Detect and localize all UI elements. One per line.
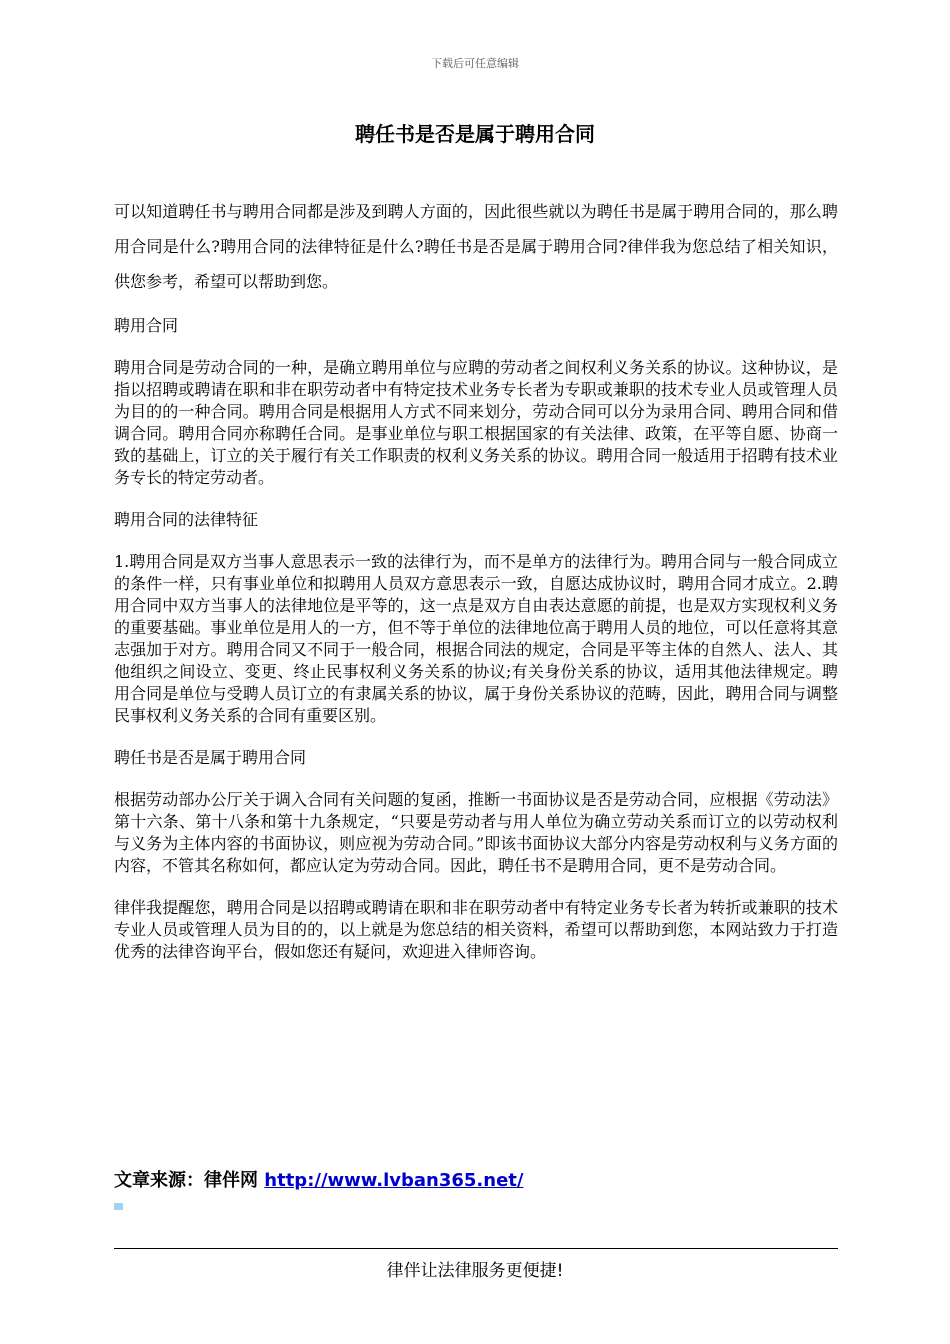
- footer-slogan: 律伴让法律服务更便捷!: [386, 1261, 564, 1281]
- closing-paragraph: 律伴我提醒您，聘用合同是以招聘或聘请在职和非在职劳动者中有特定业务专长者为转折或兼职的技术专业人员或管理人员为目的的，以上就是为您总结的相关资料，希望可以帮助到您，本网站致力于打造优秀的法律咨询平台，假如您还有疑问，欢迎进入律师咨询。: [114, 898, 838, 961]
- section-body-contract: 聘用合同是劳动合同的一种，是确立聘用单位与应聘的劳动者之间权利义务关系的协议。这种协议，是指以招聘或聘请在职和非在职劳动者中有特定技术业务专长者为专职或兼职的技术专业人员或管理人员为目的的一种合同。聘用合同是根据用人方式不同来划分，劳动合同可以分为录用合同、聘用合同和借调合同。聘用合同亦称聘任合同。是事业单位与职工根据国家的有关法律、政策，在平等自愿、协商一致的基础上，订立的关于履行有关工作职责的权利义务关系的协议。聘用合同一般适用于招聘有技术业务专长的特定劳动者。: [114, 358, 838, 487]
- source-link[interactable]: http://www.lvban365.net/: [264, 1170, 524, 1191]
- section-heading-appointment-letter: 聘任书是否是属于聘用合同: [114, 748, 307, 767]
- section-body-appointment-letter: 根据劳动部办公厅关于调入合同有关问题的复函，推断一书面协议是否是劳动合同，应根据《劳动法》第十六条、第十八条和第十九条规定，“只要是劳动者与用人单位为确立劳动关系而订立的以劳动权利与义务为主体内容的书面协议，则应视为劳动合同。”即该书面协议大部分内容是劳动权利与义务方面的内容，不管其名称如何，都应认定为劳动合同。因此，聘任书不是聘用合同，更不是劳动合同。: [114, 790, 838, 875]
- page-header-note: 下载后可任意编辑: [431, 57, 519, 70]
- blue-mark: [114, 1203, 123, 1210]
- section-body-legal-features: 1.聘用合同是双方当事人意思表示一致的法律行为，而不是单方的法律行为。聘用合同与一般合同成立的条件一样，只有事业单位和拟聘用人员双方意思表示一致，自愿达成协议时，聘用合同才成立。2.聘用合同中双方当事人的法律地位是平等的，这一点是双方自由表达意愿的前提，也是双方实现权利义务的重要基础。事业单位是用人的一方，但不等于单位的法律地位高于聘用人员的地位，可以任意将其意志强加于对方。聘用合同又不同于一般合同，根据合同法的规定，合同是平等主体的自然人、法人、其他组织之间设立、变更、终止民事权利义务关系的协议;有关身份关系的协议，适用其他法律规定。聘用合同是单位与受聘人员订立的有隶属关系的协议，属于身份关系协议的范畴，因此，聘用合同与调整民事权利义务关系的合同有重要区别。: [114, 552, 838, 725]
- intro-paragraph: 可以知道聘任书与聘用合同都是涉及到聘人方面的，因此很些就以为聘任书是属于聘用合同的，那么聘用合同是什么?聘用合同的法律特征是什么?聘任书是否是属于聘用合同?律伴我为您总结了相关知识，供您参考，希望可以帮助到您。: [114, 202, 838, 291]
- footer-divider: [114, 1248, 838, 1249]
- article-body: [114, 194, 838, 983]
- article-source: [114, 1166, 523, 1192]
- document-title: 聘任书是否是属于聘用合同: [355, 122, 595, 146]
- section-heading-contract: 聘用合同: [114, 316, 179, 335]
- source-label: 文章来源：律伴网: [114, 1170, 258, 1191]
- section-heading-legal-features: 聘用合同的法律特征: [114, 510, 259, 529]
